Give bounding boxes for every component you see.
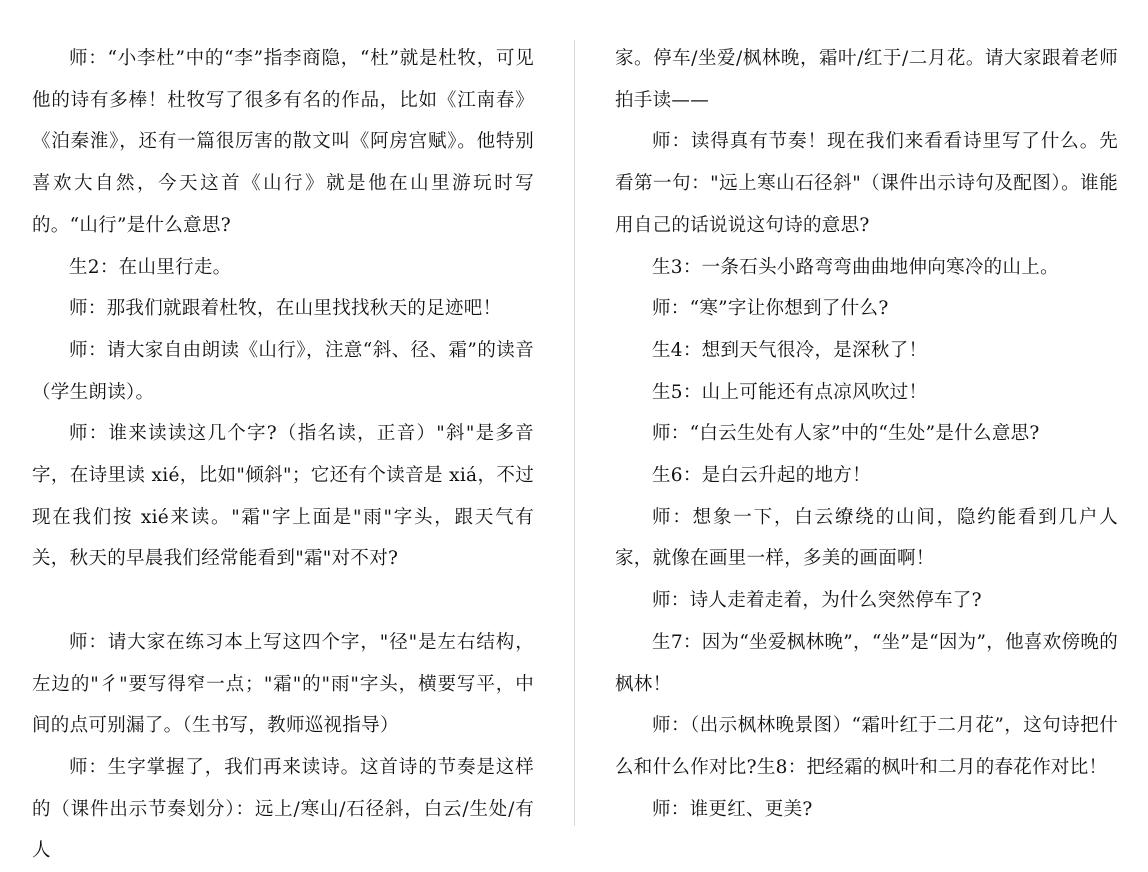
right-text-column <box>615 38 1118 830</box>
paragraph: 生2：在山里行走。 <box>69 256 232 278</box>
paragraph: 师：谁更红、更美? <box>652 798 813 820</box>
paragraph: 师：“白云生处有人家”中的“生处”是什么意思? <box>652 423 1040 445</box>
paragraph: 师：请大家在练习本上写这四个字，"径"是左右结构，左边的"彳"要写得窄一点；"霜"的"雨"字头，横要写平，中间的点可别漏了。（生书写，教师巡视指导） <box>32 631 534 737</box>
paragraph: 师：想象一下，白云缭绕的山间，隐约能看到几户人家，就像在画里一样，多美的画面啊！ <box>615 506 1118 570</box>
paragraph: 师：请大家自由朗读《山行》，注意“斜、径、霜”的读音（学生朗读）。 <box>32 339 534 403</box>
paragraph: 生5：山上可能还有点凉风吹过！ <box>652 381 928 403</box>
paragraph: 师：生字掌握了，我们再来读诗。这首诗的节奏是这样的（课件出示节奏划分）：远上/寒山/石径斜，白云/生处/有人 <box>32 756 534 862</box>
column-divider <box>574 40 575 826</box>
paragraph: 生7：因为“坐爱枫林晚”，“坐”是“因为”，他喜欢傍晚的枫林！ <box>615 631 1118 695</box>
paragraph: 师：（出示枫林晚景图）“霜叶红于二月花”，这句诗把什么和什么作对比?生8：把经霜的枫叶和二月的春花作对比！ <box>615 715 1118 778</box>
paragraph: 师：谁来读读这几个字?（指名读，正音）"斜"是多音字，在诗里读 xié，比如"倾斜"；它还有个读音是 xiá，不过现在我们按 xié来读。"霜"字上面是"雨"字头，跟天气有关，秋天的早晨我们经常能看到"霜"对不对? <box>32 423 534 570</box>
paragraph: 生4：想到天气很冷，是深秋了！ <box>652 339 928 361</box>
blank-line <box>32 580 534 622</box>
paragraph: 师：那我们就跟着杜牧，在山里找找秋天的足迹吧！ <box>69 298 502 320</box>
paragraph: 师：诗人走着走着，为什么突然停车了? <box>652 590 982 612</box>
paragraph: 师：“寒”字让你想到了什么? <box>652 298 889 320</box>
paragraph: 生3：一条石头小路弯弯曲曲地伸向寒冷的山上。 <box>652 256 1059 278</box>
paragraph: 师：读得真有节奏！现在我们来看看诗里写了什么。先看第一句："远上寒山石径斜"（课件出示诗句及配图）。谁能用自己的话说说这句诗的意思? <box>615 131 1118 236</box>
paragraph: 生6：是白云升起的地方！ <box>652 465 871 487</box>
paragraph-continuation: 家。停车/坐爱/枫林晚，霜叶/红于/二月花。请大家跟着老师拍手读—— <box>615 48 1118 111</box>
paragraph: 师：“小李杜”中的“李”指李商隐，“杜”就是杜牧，可见他的诗有多棒！杜牧写了很多有名的作品，比如《江南春》《泊秦淮》，还有一篇很厉害的散文叫《阿房宫赋》。他特别喜欢大自然，今天这首《山行》就是他在山里游玩时写的。“山行”是什么意思? <box>32 48 534 236</box>
left-text-column <box>32 38 534 872</box>
